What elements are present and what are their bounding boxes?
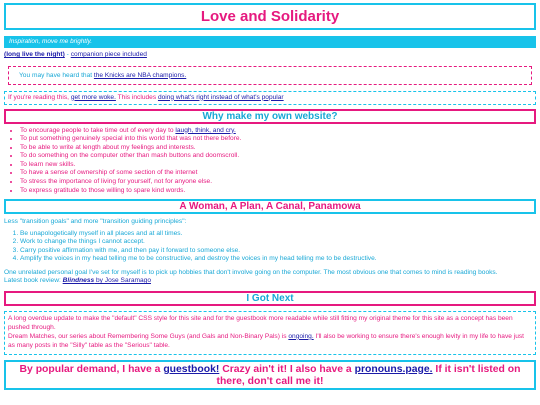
update-text: A long overdue update to make the "default" CSS style for this site and for the guestbook more readable while still fitting my original theme for this site as a concept has been pushed through. [8,315,513,331]
guestbook-link[interactable]: guestbook! [163,363,220,375]
hobby-text: One unrelated personal goal I've set for myself is to pick up hobbies that don't involve going on the computer. The most obvious one that comes to mind is reading books. [4,268,498,276]
long-live-the-night-link[interactable]: (long live the night) [4,51,65,58]
reading-notice [4,91,536,105]
list-item: 4. Amplify the voices in my head telling me to be constructive, and destroy the voices in my head telling me to be destructive. [20,255,536,264]
doing-whats-right-link[interactable]: doing what's right instead of what's popular [157,93,284,101]
reading-mid: This includes [115,93,158,101]
list-item-text: To have a sense of ownership of some section of the internet [20,169,198,177]
next-heading [4,291,536,306]
update-box [4,311,536,355]
list-item [20,152,536,161]
list-item [20,178,536,187]
list-item-text: To encourage people to take time out of every day to [20,126,176,134]
list-item: 1. Be unapologetically myself in all places and at all times. [20,230,536,239]
list-item-text: To put something genuinely special into this world that was not there before. [20,135,242,143]
list-item [20,187,536,196]
list-item-text: To learn new skills. [20,160,76,168]
tagline-bar [4,36,536,48]
list-item-text: To do something on the computer other than mash buttons and doomscroll. [20,152,240,160]
principles-list [4,230,536,264]
panama-heading-text: A Woman, A Plan, A Canal, Panamowa [179,201,361,213]
tagline-text: Inspiration, move me brightly. [9,38,92,45]
knicks-link[interactable]: the Knicks are NBA champions. [93,71,187,79]
next-heading-text: I Got Next [246,293,294,304]
pronouns-page-link[interactable]: pronouns.page. [354,363,433,375]
list-item [20,169,536,178]
book-review-line [4,277,536,286]
panama-heading [4,199,536,214]
list-item-text: To be able to write at length about my feelings and interests. [20,143,196,151]
book-review-label: Latest book review: [4,277,63,285]
list-item: 3. Carry positive affirmation with me, and then pay it forward to someone else. [20,247,536,256]
list-item-text: To express gratitude to those willing to spare kind words. [20,186,186,194]
list-item-text: To stress the importance of living for yourself, not for anyone else. [20,177,213,185]
panama-intro: Less "transition goals" and more "transition guiding principles": [4,218,187,226]
list-item [20,127,536,136]
get-more-woke-link[interactable]: get more woke. [70,93,116,101]
why-heading [4,109,536,124]
night-separator: - [64,51,71,58]
night-line [4,51,536,60]
list-item [20,161,536,170]
dream-post: I'll also be working to ensure there's enough levity in my life to have just as many posts in the "Silly" table as the "Serious" table. [8,332,525,349]
list-item [20,135,536,144]
footer-pre: By popular demand, I have a [19,363,164,375]
why-heading-text: Why make my own website? [202,110,338,122]
knicks-notice [8,66,532,85]
footer-banner [4,360,536,390]
list-item [20,144,536,153]
dream-pre: Dream Matches, our series about Remembering Some Guys (and Gals and Non-Binary Pals) is [8,332,289,340]
page-title [4,3,536,30]
page-title-text: Love and Solidarity [200,8,340,25]
laugh-think-cry-link[interactable]: laugh, think, and cry. [175,126,236,134]
book-author: by Jose Saramago [94,277,151,285]
footer-mid: Crazy ain't it! I also have a [219,363,355,375]
why-list [4,127,536,196]
companion-piece-link[interactable]: companion piece included [70,51,147,58]
ongoing-link[interactable]: ongoing. [288,332,314,340]
reading-prefix: If you're reading this, [8,93,71,101]
book-review-link[interactable] [63,277,151,284]
book-title: Blindness [62,277,95,285]
list-item: 2. Work to change the things I cannot accept. [20,238,536,247]
dream-text [8,333,532,351]
footer-post: If it isn't listed on there, don't call me it! [216,363,521,387]
knicks-prefix: You may have heard that [19,71,94,79]
